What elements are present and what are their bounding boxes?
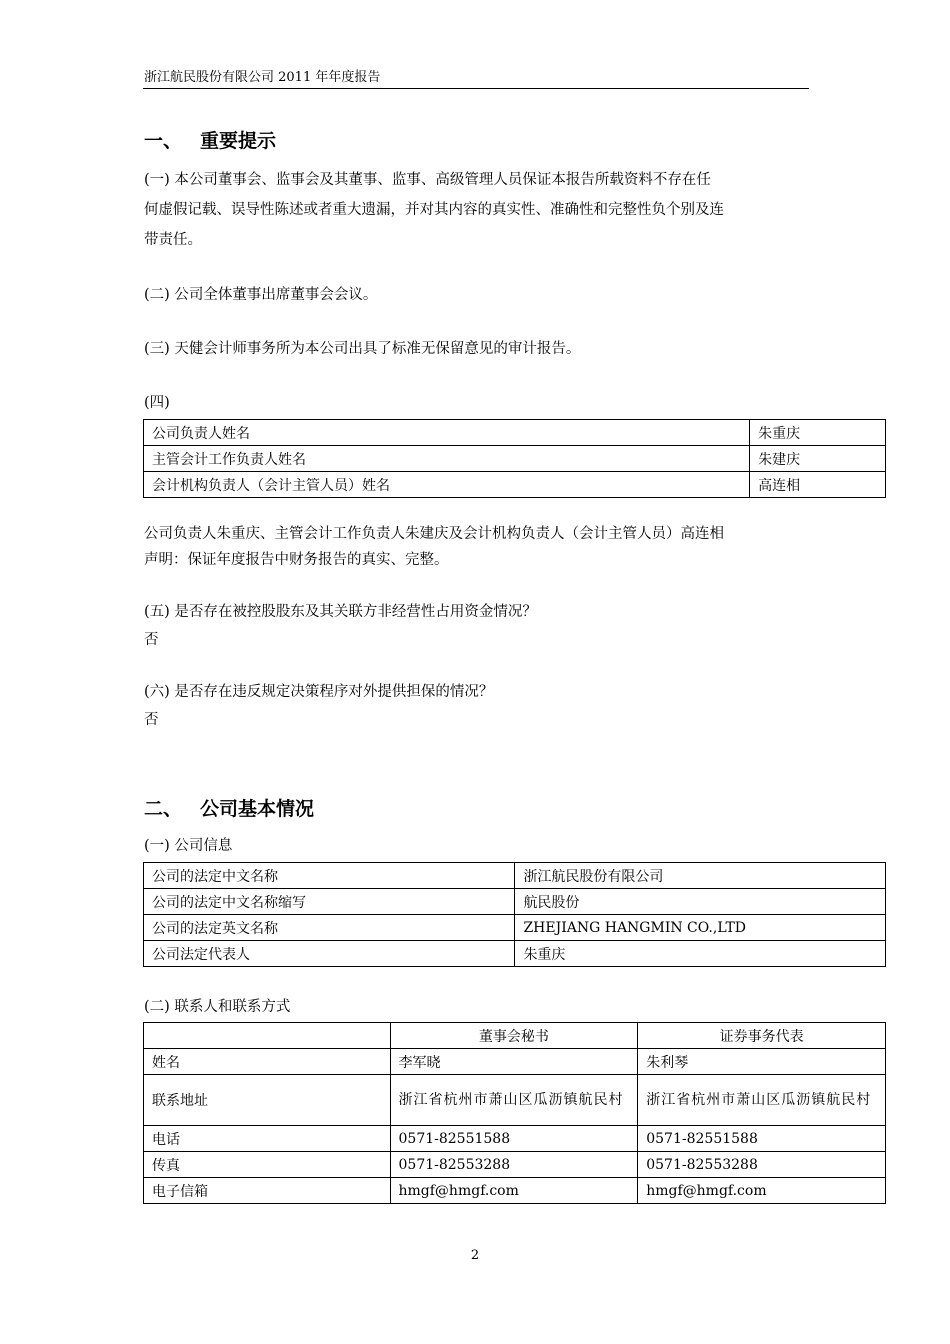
item-5-block xyxy=(144,598,537,654)
table-cell: 0571-82553288 xyxy=(638,1152,886,1178)
contact-table xyxy=(143,1022,886,1204)
section-2-heading xyxy=(144,794,314,821)
table-cell: 公司负责人姓名 xyxy=(144,420,750,446)
item-5-question: (五) 是否存在被控股股东及其关联方非经营性占用资金情况？ xyxy=(144,604,537,620)
table-row xyxy=(144,1126,886,1152)
statement-line: 声明：保证年度报告中财务报告的真实、完整。 xyxy=(144,552,449,568)
item-1-line: (一) 本公司董事会、监事会及其董事、监事、高级管理人员保证本报告所载资料不存在任 xyxy=(144,172,711,188)
page-number: 2 xyxy=(470,1248,480,1263)
item-6-question: (六) 是否存在违反规定决策程序对外提供担保的情况？ xyxy=(144,684,494,700)
table-cell: 朱建庆 xyxy=(750,446,886,472)
table-cell: 朱重庆 xyxy=(515,941,886,967)
table-row xyxy=(144,472,886,498)
running-header: 浙江航民股份有限公司 2011 年年度报告 xyxy=(144,70,381,85)
table-cell: hmgf@hmgf.com xyxy=(638,1178,886,1204)
item-6-answer: 否 xyxy=(144,712,159,728)
section-1-heading xyxy=(144,126,276,153)
table-row xyxy=(144,941,886,967)
item-1-paragraph xyxy=(144,165,824,255)
table-row xyxy=(144,446,886,472)
table-row xyxy=(144,1049,886,1075)
table-row xyxy=(144,889,886,915)
company-info-subheading: (一) 公司信息 xyxy=(144,838,233,854)
item-4-label: (四) xyxy=(144,395,170,411)
item-1-line: 何虚假记载、误导性陈述或者重大遗漏，并对其内容的真实性、准确性和完整性负个别及连 xyxy=(144,202,724,218)
table-cell: 公司的法定英文名称 xyxy=(144,915,515,941)
table-cell: 公司的法定中文名称缩写 xyxy=(144,889,515,915)
table-header-row xyxy=(144,1023,886,1049)
table-row xyxy=(144,863,886,889)
table-cell: 会计机构负责人（会计主管人员）姓名 xyxy=(144,472,750,498)
header-rule xyxy=(143,88,809,89)
company-info-table xyxy=(143,862,886,967)
table-cell: 联系地址 xyxy=(144,1075,391,1126)
item-1-line: 带责任。 xyxy=(144,232,202,248)
responsible-persons-table xyxy=(143,419,886,498)
table-row xyxy=(144,915,886,941)
table-cell: 朱重庆 xyxy=(750,420,886,446)
table-header-cell xyxy=(144,1023,391,1049)
table-cell: 公司的法定中文名称 xyxy=(144,863,515,889)
table-row xyxy=(144,1178,886,1204)
section-2-number: 二、 xyxy=(144,798,183,820)
table-cell: ZHEJIANG HANGMIN CO.,LTD xyxy=(515,915,886,941)
item-2-text: (二) 公司全体董事出席董事会会议。 xyxy=(144,287,378,303)
table-cell: 0571-82553288 xyxy=(390,1152,638,1178)
table-row xyxy=(144,420,886,446)
table-header-cell: 董事会秘书 xyxy=(390,1023,638,1049)
item-3-text: (三) 天健会计师事务所为本公司出具了标准无保留意见的审计报告。 xyxy=(144,341,581,357)
section-1-number: 一、 xyxy=(144,130,183,152)
table-cell: 航民股份 xyxy=(515,889,886,915)
table-cell: 姓名 xyxy=(144,1049,391,1075)
statement-line: 公司负责人朱重庆、主管会计工作负责人朱建庆及会计机构负责人（会计主管人员）高连相 xyxy=(144,526,724,542)
table-cell: 公司法定代表人 xyxy=(144,941,515,967)
table-cell: 浙江航民股份有限公司 xyxy=(515,863,886,889)
table-cell: 电话 xyxy=(144,1126,391,1152)
table-cell: hmgf@hmgf.com xyxy=(390,1178,638,1204)
section-2-title: 公司基本情况 xyxy=(200,798,315,820)
table-row xyxy=(144,1075,886,1126)
table-cell: 高连相 xyxy=(750,472,886,498)
table-cell: 浙江省杭州市萧山区瓜沥镇航民村 xyxy=(390,1075,638,1126)
table-cell: 主管会计工作负责人姓名 xyxy=(144,446,750,472)
section-1-title: 重要提示 xyxy=(200,130,277,152)
table-cell: 李军晓 xyxy=(390,1049,638,1075)
table-cell: 浙江省杭州市萧山区瓜沥镇航民村 xyxy=(638,1075,886,1126)
table-cell: 0571-82551588 xyxy=(638,1126,886,1152)
item-6-block xyxy=(144,678,493,734)
table-cell: 传真 xyxy=(144,1152,391,1178)
table-cell: 电子信箱 xyxy=(144,1178,391,1204)
contact-subheading: (二) 联系人和联系方式 xyxy=(144,999,291,1015)
table-header-cell: 证券事务代表 xyxy=(638,1023,886,1049)
table-row xyxy=(144,1152,886,1178)
item-5-answer: 否 xyxy=(144,632,159,648)
statement-paragraph xyxy=(144,521,724,573)
table-cell: 0571-82551588 xyxy=(390,1126,638,1152)
table-cell: 朱利琴 xyxy=(638,1049,886,1075)
